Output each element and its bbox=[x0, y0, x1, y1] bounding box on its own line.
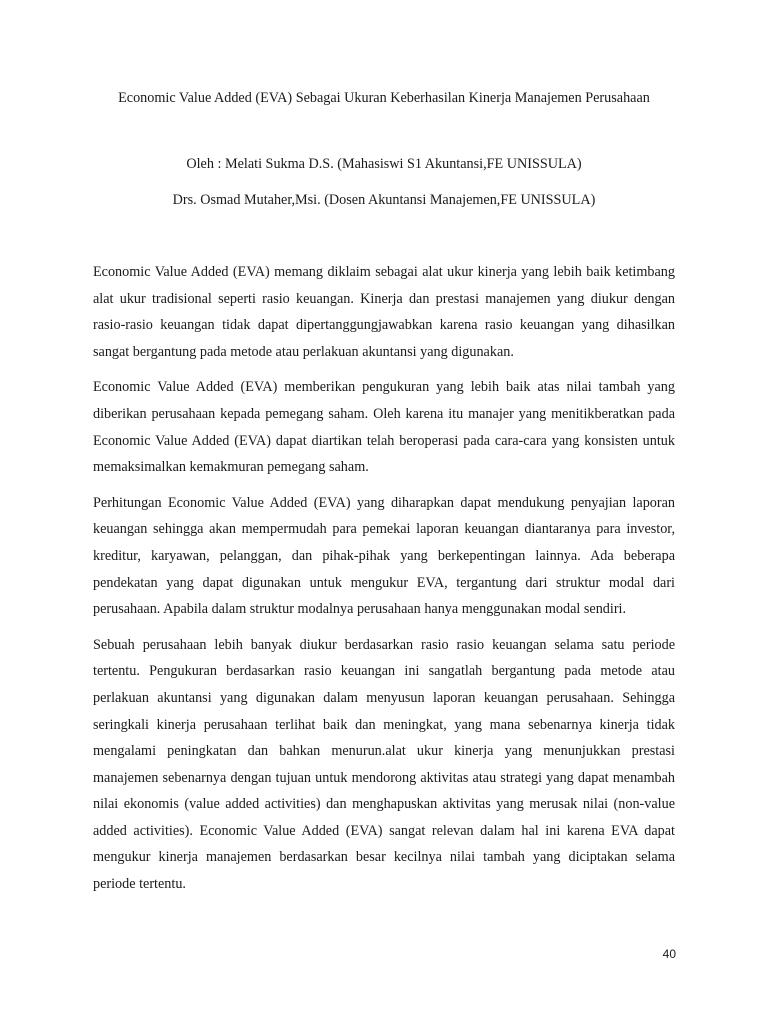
paragraph-4: Sebuah perusahaan lebih banyak diukur berdasarkan rasio rasio keuangan selama satu periode tertentu. Pengukuran berdasarkan rasio keuangan ini sangatlah bergantung pada metode atau perlakuan akuntansi yang digunakan dalam menyusun laporan keuangan perusahaan. Sehingga seringkali kinerja perusahaan terlihat baik dan meningkat, yang mana sebenarnya kinerja tidak mengalami peningkatan dan bahkan menurun.alat ukur kinerja yang menunjukkan prestasi manajemen sebenarnya dengan tujuan untuk mendorong aktivitas atau strategi yang dapat menambah nilai ekonomis (value added activities) dan menghapuskan aktivitas yang merusak nilai (non-value added activities). Economic Value Added (EVA) sangat relevan dalam hal ini karena EVA dapat mengukur kinerja manajemen berdasarkan besar kecilnya nilai tambah yang diciptakan selama periode tertentu. bbox=[93, 636, 675, 893]
paragraph-1: Economic Value Added (EVA) memang diklaim sebagai alat ukur kinerja yang lebih baik ketimbang alat ukur tradisional seperti rasio keuangan. Kinerja dan prestasi manajemen yang diukur dengan rasio-rasio keuangan tidak dapat dipertanggungjawabkan karena rasio keuangan yang dihasilkan sangat bergantung pada metode atau perlakuan akuntansi yang digunakan. bbox=[93, 264, 675, 360]
body-text bbox=[93, 259, 675, 907]
paragraph-2: Economic Value Added (EVA) memberikan pengukuran yang lebih baik atas nilai tambah yang diberikan perusahaan kepada pemegang saham. Oleh karena itu manajer yang menitikberatkan pada Economic Value Added (EVA) dapat diartikan telah beroperasi pada cara-cara yang konsisten untuk memaksimalkan kemakmuran pemegang saham. bbox=[93, 379, 675, 476]
author-line-1: Oleh : Melati Sukma D.S. (Mahasiswi S1 Akuntansi,FE UNISSULA) bbox=[186, 156, 582, 172]
paragraph-3: Perhitungan Economic Value Added (EVA) yang diharapkan dapat mendukung penyajian laporan keuangan sehingga akan mempermudah para pemekai laporan keuangan diantaranya para investor, kreditur, karyawan, pelanggan, dan pihak-pihak yang berkepentingan lainnya. Ada beberapa pendekatan yang dapat digunakan untuk mengukur EVA, tergantung dari struktur modal dari perusahaan. Apabila dalam struktur modalnya perusahaan hanya menggunakan modal sendiri. bbox=[93, 494, 675, 618]
page-number: 40 bbox=[662, 947, 676, 961]
document-title: Economic Value Added (EVA) Sebagai Ukuran Keberhasilan Kinerja Manajemen Perusahaan bbox=[118, 90, 650, 106]
author-line-2: Drs. Osmad Mutaher,Msi. (Dosen Akuntansi Manajemen,FE UNISSULA) bbox=[172, 192, 596, 208]
